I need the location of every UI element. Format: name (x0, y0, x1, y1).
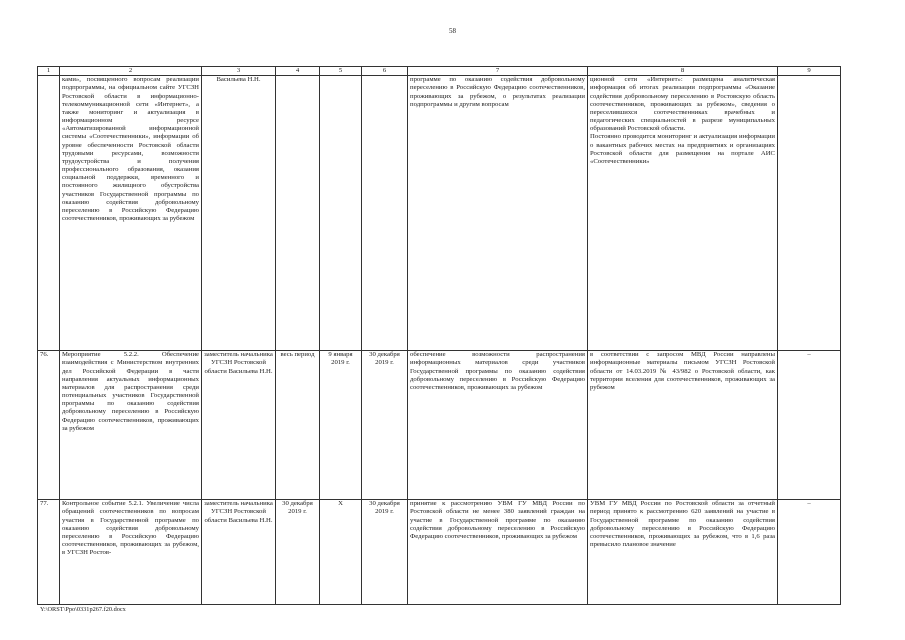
end-date-cell: 30 декабря 2019 г. (362, 500, 408, 605)
col-header: 8 (588, 67, 778, 76)
actual-result-text: Постоянно проводится мониторинг и актуализация информации о вакантных рабочих местах на предприятиях и организациях Ростовской области для размещения на портале АИС «Соотечественники» (590, 133, 775, 165)
col-header: 5 (320, 67, 362, 76)
note-cell (778, 76, 841, 351)
actual-result-cell: УВМ ГУ МВД России по Ростовской области за отчетный период принято к рассмотрению 620 заявлений на участие в Государственной программе по оказанию содействия добровольному переселению в Российскую Федерацию соотечественников, проживающих за рубежом, что в 1,6 раза превысило плановое значение (588, 500, 778, 605)
table-row (38, 351, 841, 500)
table-row (38, 500, 841, 605)
executor-cell: заместитель начальника УГСЗН Ростовской области Васильева Н.Н. (202, 351, 276, 500)
page-number: 58 (449, 27, 456, 35)
col-header: 7 (408, 67, 588, 76)
actual-result-cell: в соответствии с запросом МВД России направлены информационные материалы письмом УГСЗН Ростовской области от 14.03.2019 № 43/982 о Ростовской области, как территории вселения для соотечественников, проживающих за рубежом (588, 351, 778, 500)
row-number: 76. (38, 351, 60, 500)
note-cell: – (778, 351, 841, 500)
row-number (38, 76, 60, 351)
period-cell: весь период (276, 351, 320, 500)
executor-cell: Васильева Н.Н. (202, 76, 276, 351)
row-number: 77. (38, 500, 60, 605)
note-cell: – (778, 500, 841, 605)
expected-result-cell: принятие к рассмотрению УВМ ГУ МВД России по Ростовской области не менее 380 заявлений граждан на участие в Государственной программе по оказанию содействия добровольному переселению в Российскую Федерацию соотечественников, проживающих за рубежом (408, 500, 588, 605)
executor-cell: заместитель начальника УГСЗН Ростовской области Васильева Н.Н. (202, 500, 276, 605)
col-header: 1 (38, 67, 60, 76)
period-cell: 30 декабря 2019 г. (276, 500, 320, 605)
report-table (37, 66, 841, 605)
start-date-cell (320, 76, 362, 351)
file-path-footer: Y:\ORST\Ppo\0331p267.f20.docx (40, 606, 126, 613)
col-header: 3 (202, 67, 276, 76)
activity-cell: Контрольное событие 5.2.1. Увеличение числа обращений соотечественников по вопросам участия в Государственной программе по оказанию содействия добровольному переселению в Российскую Федерацию соотечественников, проживающих за рубежом, в УГСЗН Ростов- (60, 500, 202, 605)
end-date-cell: 30 декабря 2019 г. (362, 351, 408, 500)
period-cell (276, 76, 320, 351)
expected-result-cell: обеспечение возможности распространения информационных материалов среди участников Государственной программы по оказанию содействия добровольному переселению в Российскую Федерацию соотечественников, проживающих за рубежом (408, 351, 588, 500)
col-header: 6 (362, 67, 408, 76)
actual-result-cell (588, 76, 778, 351)
table-row (38, 76, 841, 351)
activity-cell: Мероприятие 5.2.2. Обеспечение взаимодействия с Министерством внутренних дел Российской Федерации в части направления актуальных информационных материалов для распространения среди потенциальных участников Государственной программы по оказанию содействия добровольному переселению в Российскую Федерацию соотечественников, проживающих за рубежом (60, 351, 202, 500)
expected-result-cell: программе по оказанию содействия добровольному переселению в Российскую Федерацию соотечественников, проживающих за рубежом, о результатах реализации подпрограммы и другим вопросам (408, 76, 588, 351)
col-header: 2 (60, 67, 202, 76)
column-number-row (38, 67, 841, 76)
actual-result-text: ционной сети «Интернет»: размещена аналитическая информация об итогах реализации подпрограммы «Оказание содействия добровольному переселению в Ростовскую область соотечественников, проживающих за рубежом», сведения о переселившихся соотечественниках врачебных и педагогических специальностей в разрезе муниципальных образований Ростовской области. (590, 76, 775, 133)
start-date-cell: Х (320, 500, 362, 605)
col-header: 4 (276, 67, 320, 76)
col-header: 9 (778, 67, 841, 76)
end-date-cell (362, 76, 408, 351)
activity-cell: ками», посвященного вопросам реализации подпрограммы, на официальном сайте УГСЗН Ростовской области в информационно-телекоммуникационной сети «Интернет», а также мониторинг и актуализация в информационном ресурсе «Автоматизированной информационной системы «Соотечественники», информации об уровне обеспеченности Ростовской области трудовыми ресурсами, возможности трудоустройства и получения профессионального образования, оказания социальной поддержки, временного и постоянного жилищного обустройства участников Государственной программы по оказанию содействия добровольному переселению в Российскую Федерацию соотечественников, проживающих за рубежом (60, 76, 202, 351)
start-date-cell: 9 января 2019 г. (320, 351, 362, 500)
